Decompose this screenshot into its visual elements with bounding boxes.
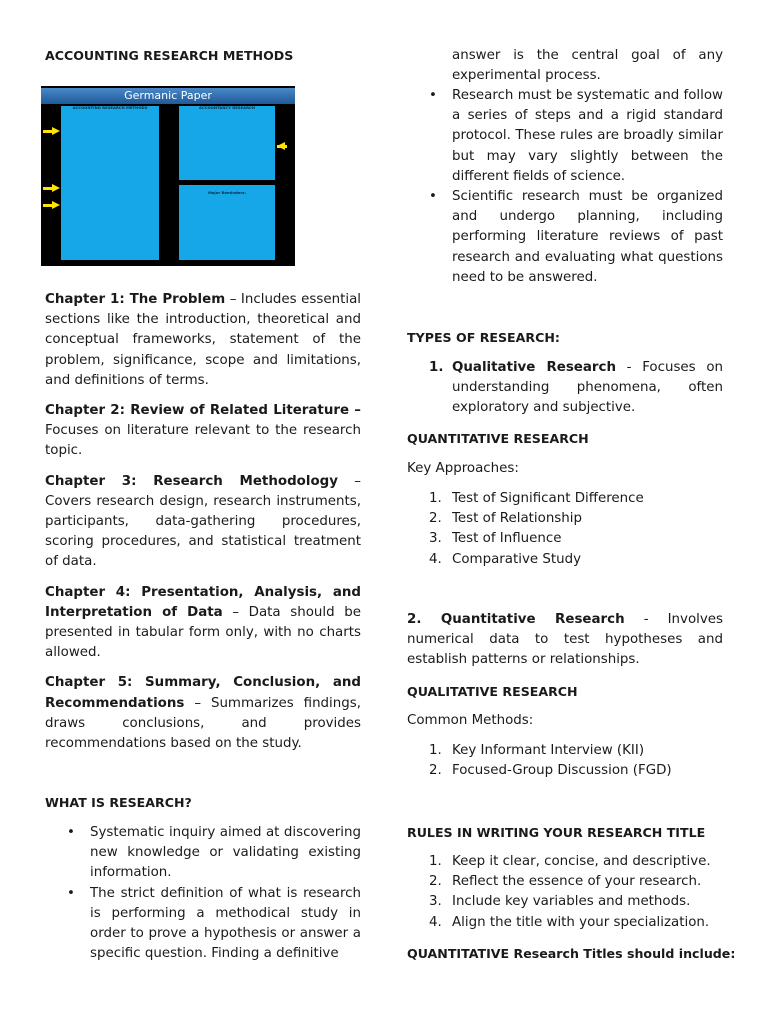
figure-panel-right-title: ACCOUNTANCY RESEARCH — [199, 106, 255, 110]
chapter-4-text: – Data should be presented in tabular form only, with no charts allowed. — [45, 604, 361, 661]
list-item — [407, 761, 723, 781]
type-2-text: - Involves numerical data to test hypotheses and establish patterns or relationships. — [407, 612, 723, 668]
list-item — [407, 358, 723, 419]
list-item-text: Test of Significant Difference — [452, 491, 644, 506]
list-item-text: Key Informant Interview (KII) — [452, 743, 645, 758]
qualitative-heading: QUALITATIVE RESEARCH — [407, 684, 578, 699]
figure-arrow-icon — [277, 142, 285, 150]
list-item-text: The strict definition of what is research is performing a methodical study in order to prove a hypothesis or answer a specific question. Finding a definitive — [90, 885, 361, 962]
figure-panel-left — [61, 106, 159, 260]
list-item-text: Align the title with your specialization. — [452, 914, 710, 930]
figure-panel-right — [179, 106, 275, 180]
list-item — [45, 823, 361, 884]
list-number: 2. — [429, 763, 442, 779]
type-2-paragraph — [407, 610, 723, 671]
chapter-1-label: Chapter 1: The Problem — [45, 292, 226, 307]
list-item — [407, 489, 723, 509]
list-item — [45, 884, 361, 965]
rules-heading: RULES IN WRITING YOUR RESEARCH TITLE — [407, 825, 706, 840]
figure-arrow-icon — [52, 184, 60, 192]
list-number: 4. — [429, 914, 442, 930]
common-methods-label: Common Methods: — [407, 713, 534, 728]
figure-panel-left-title: ACCOUNTING RESEARCH METHODS — [72, 106, 148, 110]
types-list — [407, 358, 723, 419]
list-item-text: Scientific research must be organized and undergo planning, including performing literature reviews of past research and evaluating what questions need to be answered. — [452, 189, 723, 285]
bullet-icon: • — [67, 825, 75, 840]
list-number: 4. — [429, 551, 442, 567]
list-item — [407, 86, 723, 187]
titles-heading: QUANTITATIVE Research Titles should include: — [407, 946, 736, 961]
list-item — [407, 529, 723, 549]
list-item-text: Include key variables and methods. — [452, 894, 691, 910]
list-item-text: Keep it clear, concise, and descriptive. — [452, 854, 711, 869]
list-item — [407, 550, 723, 570]
type-1-text: - Focuses on understanding phenomena, often exploratory and subjective. — [452, 360, 723, 416]
chapter-5-label: Chapter 5: Summary, Conclusion, and Recommendations — [45, 675, 361, 711]
quantitative-heading: QUANTITATIVE RESEARCH — [407, 431, 589, 446]
list-item-text: Reflect the essence of your research. — [452, 874, 702, 890]
list-item — [407, 852, 723, 872]
research-format-figure — [41, 86, 295, 266]
chapter-2 — [45, 401, 361, 462]
chapter-3-text: – Covers research design, research instruments, participants, data-gathering procedures, scoring procedures, and statistical treatment of data. — [45, 473, 362, 570]
bullet-continuation: answer is the central goal of any experimental process. — [452, 48, 723, 84]
figure-panel-notes — [179, 185, 275, 260]
bullet-icon: • — [429, 88, 437, 103]
chapter-5-text: – Summarizes findings, draws conclusions, and provides recommendations based on the study. — [45, 695, 361, 752]
list-number: 1. — [429, 360, 444, 375]
list-number: 2. — [429, 874, 442, 890]
bullet-icon: • — [429, 189, 437, 205]
type-1-label: Qualitative Research — [452, 360, 617, 375]
type-2-label: 2. Quantitative Research — [407, 612, 625, 627]
figure-arrow-icon — [52, 127, 60, 135]
rules-list — [407, 852, 723, 933]
research-bullets-list — [407, 86, 723, 288]
approaches-list — [407, 489, 723, 570]
chapter-2-label: Chapter 2: Review of Related Literature – — [45, 403, 361, 419]
list-number: 1. — [429, 854, 442, 869]
methods-list — [407, 741, 723, 781]
chapter-1 — [45, 290, 361, 391]
chapter-5 — [45, 673, 361, 754]
page-title: ACCOUNTING RESEARCH METHODS — [45, 48, 294, 63]
list-item — [407, 913, 723, 933]
list-item — [407, 509, 723, 529]
list-item-text: Test of Relationship — [452, 511, 582, 527]
bullet-icon: • — [67, 885, 75, 901]
key-approaches-label: Key Approaches: — [407, 461, 519, 476]
what-is-research-heading: WHAT IS RESEARCH? — [45, 795, 192, 810]
what-is-research-list — [45, 823, 361, 964]
list-item-text: Systematic inquiry aimed at discovering new knowledge or validating existing information. — [90, 825, 361, 881]
figure-header: Germanic Paper — [41, 88, 295, 104]
list-number: 3. — [429, 531, 442, 547]
chapter-4 — [45, 583, 361, 664]
chapters-section — [45, 290, 361, 754]
list-item — [407, 872, 723, 892]
chapter-2-text: Focuses on literature relevant to the research topic. — [45, 423, 361, 459]
chapter-3 — [45, 472, 361, 573]
figure-panel-notes-title: Major Reminders: — [208, 190, 246, 195]
list-item-text: Research must be systematic and follow a series of steps and a rigid standard protocol. These rules are broadly similar but may vary slightly between the different fields of science. — [452, 88, 723, 184]
list-number: 1. — [429, 743, 442, 758]
list-item — [407, 892, 723, 912]
list-item-text: Test of Influence — [452, 531, 562, 547]
chapter-3-label: Chapter 3: Research Methodology — [45, 473, 338, 489]
list-item-text: Focused-Group Discussion (FGD) — [452, 763, 672, 779]
list-number: 2. — [429, 511, 442, 527]
list-number: 3. — [429, 894, 442, 910]
types-of-research-heading: TYPES OF RESEARCH: — [407, 330, 560, 345]
figure-arrow-icon — [52, 201, 60, 209]
chapter-1-text: – Includes essential sections like the introduction, theoretical and conceptual frameworks, statement of the problem, significance, scope and limitations, and definitions of terms. — [45, 292, 361, 388]
list-item-text: Comparative Study — [452, 551, 582, 567]
chapter-4-label: Chapter 4: Presentation, Analysis, and Interpretation of Data — [45, 584, 361, 620]
list-number: 1. — [429, 491, 442, 506]
list-item — [407, 187, 723, 288]
list-item — [407, 741, 723, 761]
